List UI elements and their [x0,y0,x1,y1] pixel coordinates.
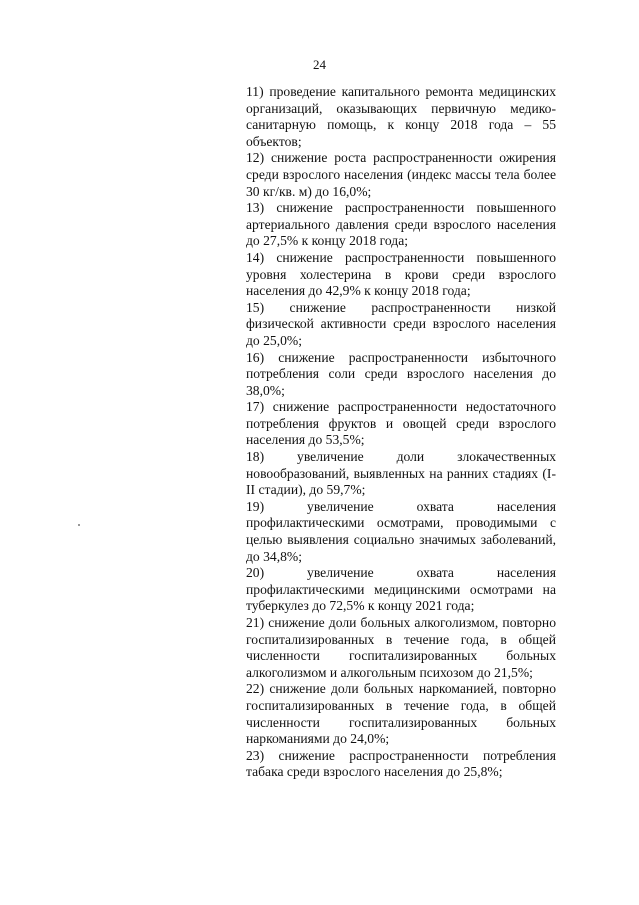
list-item: 17) снижение распространенности недостаточного потребления фруктов и овощей среди взрослого населения до 53,5%; [246,399,556,448]
list-item: 13) снижение распространенности повышенного артериального давления среди взрослого населения до 27,5% к концу 2018 года; [246,200,556,249]
list-item: 12) снижение роста распространенности ожирения среди взрослого населения (индекс массы тела более 30 кг/кв. м) до 16,0%; [246,150,556,199]
list-item: 22) снижение доли больных наркоманией, повторно госпитализированных в течение года, в общей численности госпитализированных больных наркоманиями до 24,0%; [246,681,556,747]
list-item: 11) проведение капитального ремонта медицинских организаций, оказывающих первичную медико-санитарную помощь, к концу 2018 года – 55 объектов; [246,84,556,149]
list-item: 14) снижение распространенности повышенного уровня холестерина в крови среди взрослого населения до 42,9% к концу 2018 года; [246,249,556,299]
page-number: 24 [313,57,326,72]
margin-mark [78,524,80,526]
list-item: 23) снижение распространенности потребления табака среди взрослого населения до 25,8%; [246,747,556,780]
list-item: 18) увеличение доли злокачественных новообразований, выявленных на ранних стадиях (I-II стадии), до 59,7%; [246,449,556,498]
list-item: 21) снижение доли больных алкоголизмом, повторно госпитализированных в течение года, в общей численности госпитализированных больных алкоголизмом и алкогольным психозом до 21,5%; [246,615,556,680]
list-item: 19) увеличение охвата населения профилактическими осмотрами, проводимыми с целью выявления социально значимых заболеваний, до 34,8%; [246,498,556,564]
list-item: 16) снижение распространенности избыточного потребления соли среди взрослого населения до 38,0%; [246,349,556,398]
document-body [246,84,556,781]
list-item: 15) снижение распространенности низкой физической активности среди взрослого населения до 25,0%; [246,299,556,348]
list-item: 20) увеличение охвата населения профилактическими медицинскими осмотрами на туберкулез до 72,5% к концу 2021 года; [246,565,556,614]
